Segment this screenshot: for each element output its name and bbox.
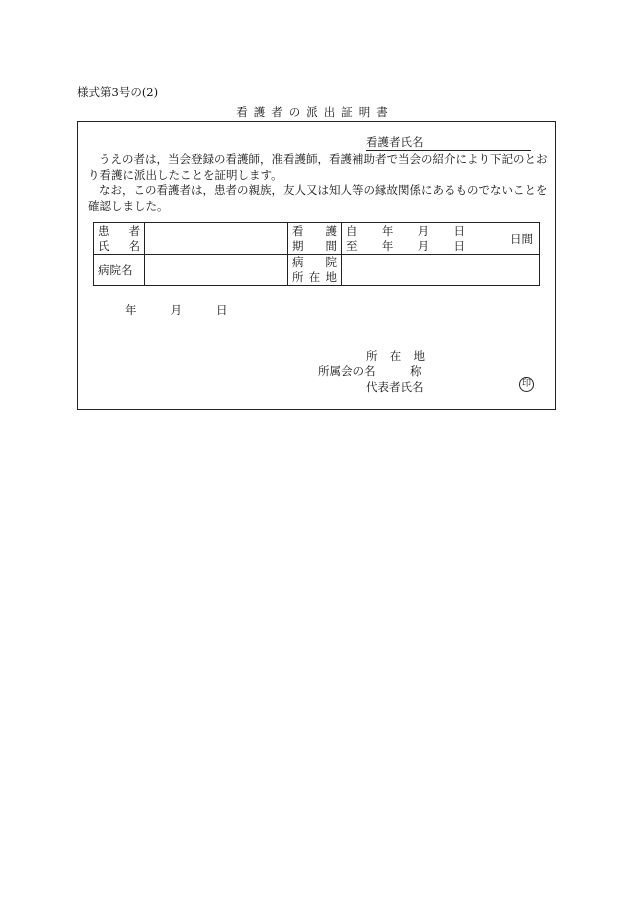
org-location-label: 所 在 地	[366, 349, 425, 363]
certification-text	[88, 152, 550, 214]
certification-paragraph: うえの者は，当会登録の看護師，准看護師，看護補助者で当会の紹介により下記のとおり看護に派出したことを証明します。	[88, 152, 548, 182]
document-title: 看護者の派出証明書	[236, 105, 394, 119]
nursing-period-input[interactable]	[342, 223, 540, 255]
details-table	[93, 222, 540, 286]
period-from-row: 自 年 月 日	[346, 223, 465, 238]
days-label: 日間	[510, 232, 533, 246]
hospital-location-input[interactable]	[342, 255, 540, 286]
period-to-row: 至 年 月 日	[346, 238, 465, 253]
date-month: 月	[170, 303, 182, 317]
patient-name-label: 患 者 氏 名	[94, 223, 145, 255]
nursing-period-label: 看 護 期 間	[288, 223, 342, 255]
representative-name-label: 代表者氏名	[366, 380, 424, 394]
org-name-label: 所属会の名 称	[318, 364, 422, 378]
hospital-location-label: 病 院 所在地	[288, 255, 342, 286]
nurse-name-field[interactable]	[366, 135, 531, 151]
confirmation-paragraph: なお，この看護者は，患者の親族，友人又は知人等の縁故関係にあるものでないことを確認しました。	[88, 183, 548, 213]
nurse-name-label: 看護者氏名	[366, 135, 424, 149]
date-year: 年	[125, 303, 137, 317]
form-number: 様式第3号の(2)	[77, 85, 159, 99]
hospital-name-label: 病院名	[94, 255, 145, 286]
date-day: 日	[216, 303, 228, 317]
seal-mark: 印	[519, 377, 534, 392]
issue-date[interactable]	[125, 302, 262, 318]
patient-name-input[interactable]	[145, 223, 288, 255]
hospital-name-input[interactable]	[145, 255, 288, 286]
